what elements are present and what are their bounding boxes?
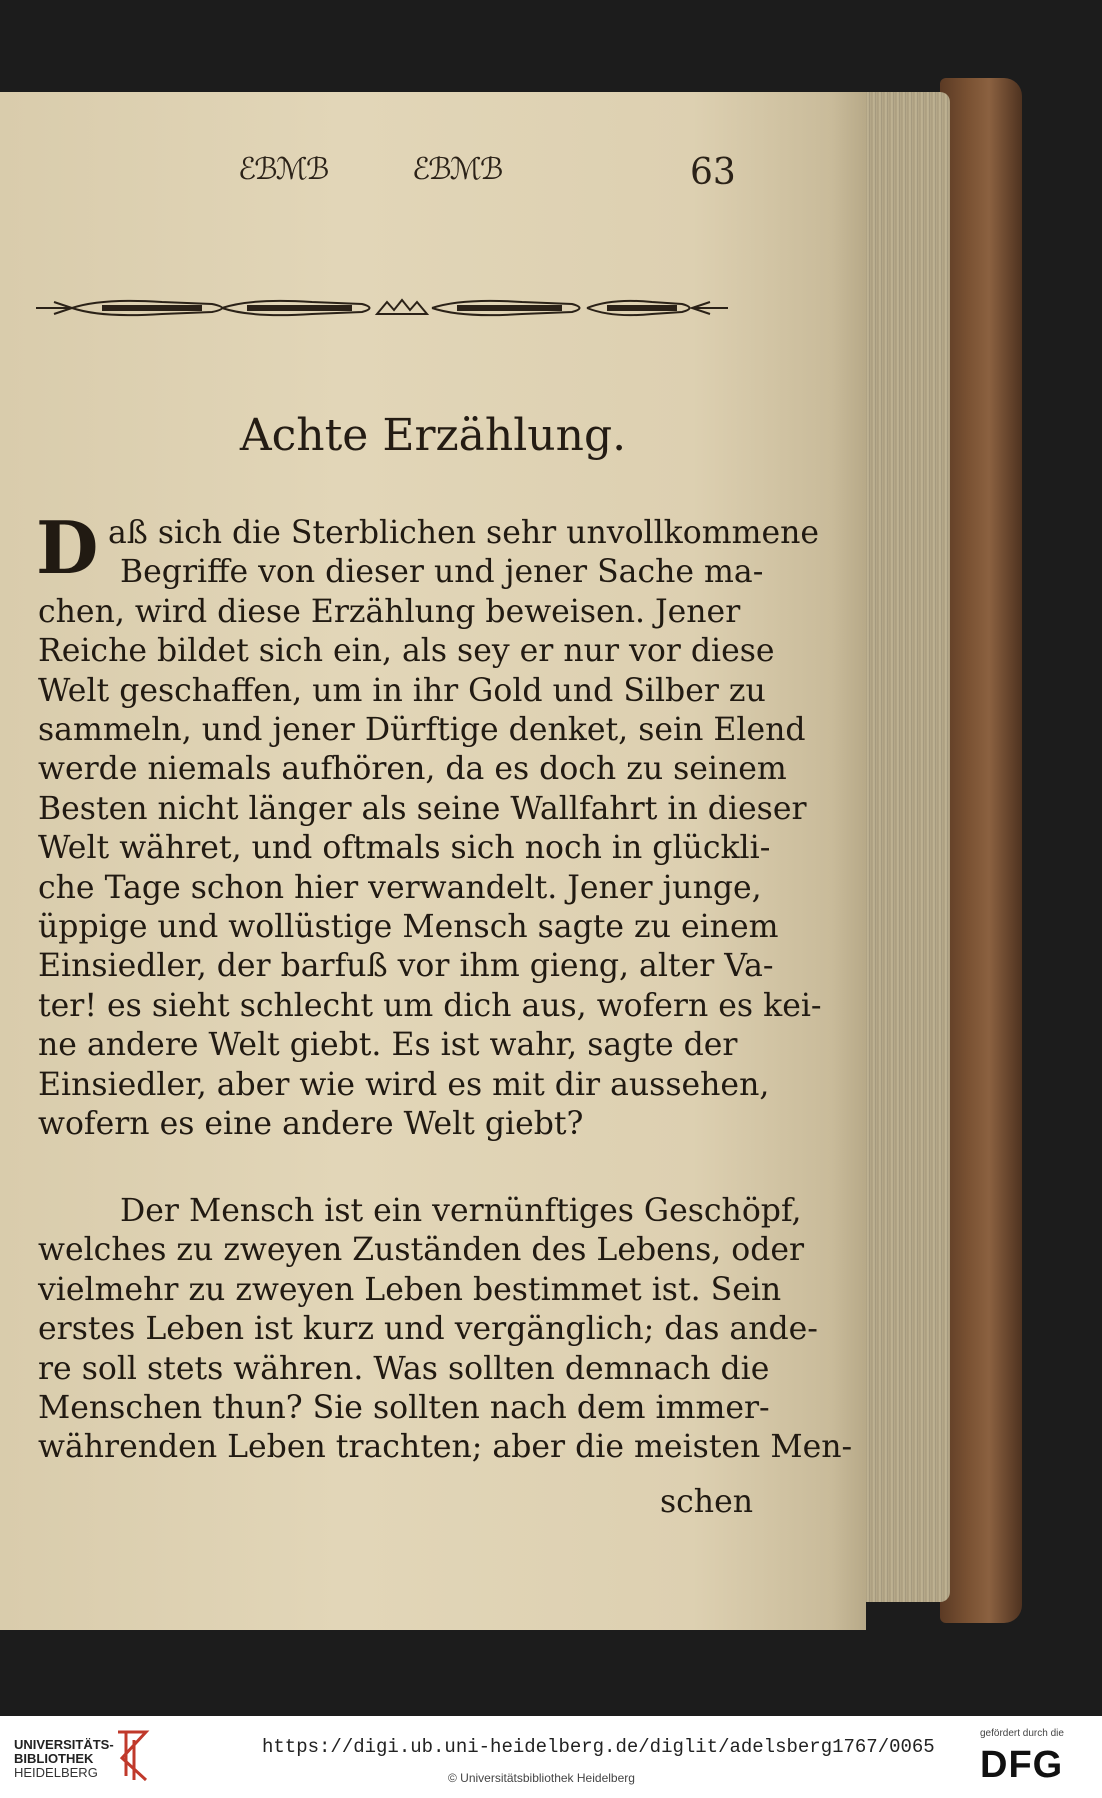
text-line: sammeln, und jener Dürftige denket, sein Elend xyxy=(38,712,806,749)
text-line: Welt währet, und oftmals sich noch in glückli- xyxy=(38,830,771,867)
text-line: wofern es eine andere Welt giebt? xyxy=(38,1106,584,1143)
paragraph-1 xyxy=(36,505,822,1145)
library-name-line: HEIDELBERG xyxy=(14,1765,98,1780)
text-line: Der Mensch ist ein vernünftiges Geschöpf, xyxy=(120,1193,802,1229)
text-line: vielmehr zu zweyen Leben bestimmet ist. Sein xyxy=(38,1271,782,1308)
page-number: 63 xyxy=(690,152,736,193)
viewer-footer xyxy=(0,1716,1102,1798)
header-ornament-left: ℰℬℳℬ xyxy=(238,152,328,187)
library-name-line: BIBLIOTHEK xyxy=(14,1751,94,1766)
text-line: re soll stets währen. Was sollten demnach die xyxy=(38,1350,770,1387)
catchword: schen xyxy=(660,1484,754,1520)
text-line: che Tage schon hier verwandelt. Jener junge, xyxy=(38,869,762,906)
copyright-notice: © Universitätsbibliothek Heidelberg xyxy=(448,1771,635,1785)
book-cover-edge xyxy=(940,78,1022,1623)
text-line: Besten nicht länger als seine Wallfahrt in dieser xyxy=(38,790,807,827)
funding-label: gefördert durch die xyxy=(980,1728,1064,1739)
text-line: Einsiedler, aber wie wird es mit dir aussehen, xyxy=(38,1066,770,1103)
permalink-url[interactable]: https://digi.ub.uni-heidelberg.de/diglit/adelsberg1767/0065 xyxy=(262,1736,935,1758)
text-line: Begriffe von dieser und jener Sache ma- xyxy=(120,554,764,591)
text-line: ne andere Welt giebt. Es ist wahr, sagte der xyxy=(38,1027,738,1064)
text-line: werde niemals aufhören, da es doch zu seinem xyxy=(38,751,787,788)
library-name-line: UNIVERSITÄTS- xyxy=(14,1737,114,1752)
text-line: üppige und wollüstige Mensch sagte zu einem xyxy=(38,909,779,946)
chapter-heading: Achte Erzählung. xyxy=(239,410,627,461)
text-line: währenden Leben trachten; aber die meisten Men- xyxy=(38,1429,853,1466)
text-line: erstes Leben ist kurz und vergänglich; das ande- xyxy=(38,1311,818,1348)
paragraph-2 xyxy=(38,1192,853,1468)
header-ornament-right: ℰℬℳℬ xyxy=(412,152,502,187)
text-line: Menschen thun? Sie sollten nach dem immer- xyxy=(38,1390,770,1427)
library-logo-text xyxy=(14,1738,114,1780)
page-block-edges xyxy=(858,92,950,1602)
library-logo-icon[interactable] xyxy=(112,1728,152,1784)
text-line: aß sich die Sterblichen sehr unvollkommene xyxy=(108,515,820,551)
text-line: Einsiedler, der barfuß vor ihm gieng, alter Va- xyxy=(38,948,774,985)
text-line: ter! es sieht schlecht um dich aus, wofern es kei- xyxy=(38,987,822,1024)
decorative-rule xyxy=(32,296,732,320)
text-line: Reiche bildet sich ein, als sey er nur vor diese xyxy=(38,633,775,670)
text-line: chen, wird diese Erzählung beweisen. Jener xyxy=(38,593,741,630)
dfg-logo[interactable]: DFG xyxy=(980,1744,1064,1786)
text-line: welches zu zweyen Zuständen des Lebens, oder xyxy=(38,1232,805,1269)
drop-cap-initial: D xyxy=(36,505,99,590)
text-line: Welt geschaffen, um in ihr Gold und Silber zu xyxy=(38,672,766,709)
